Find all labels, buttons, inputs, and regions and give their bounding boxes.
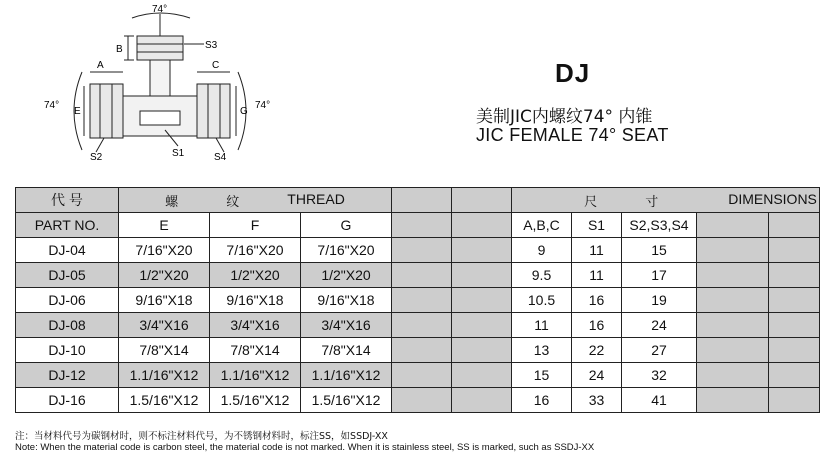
left-angle-label: 74°	[44, 100, 60, 111]
dim-c-label: C	[212, 60, 220, 71]
dim-s234-cell: 32	[622, 363, 697, 388]
top-nut	[137, 36, 183, 60]
thread-g-cell: 1/2"X20	[301, 263, 392, 288]
thread-g-cell: 9/16"X18	[301, 288, 392, 313]
header-dimensions: 尺 寸 DIMENSIONS	[512, 188, 820, 213]
title-english: JIC FEMALE 74° SEAT	[476, 125, 669, 145]
thread-f-cell: 7/16"X20	[210, 238, 301, 263]
dim-s234-cell: 19	[622, 288, 697, 313]
table-row	[16, 338, 820, 363]
part-no-cell: DJ-04	[16, 238, 119, 263]
left-nut	[90, 84, 123, 138]
header-thread: 螺 纹 THREAD	[119, 188, 392, 213]
dim-s234-cell: 17	[622, 263, 697, 288]
table-row	[16, 263, 820, 288]
header-part-cn: 代 号	[16, 188, 119, 213]
dim-b-label: B	[116, 44, 123, 55]
col-s1-header: S1	[572, 213, 622, 238]
table-row	[16, 313, 820, 338]
dim-s1-cell: 24	[572, 363, 622, 388]
thread-e-cell: 1.5/16"X12	[119, 388, 210, 413]
fitting-drawing	[0, 0, 300, 180]
thread-e-cell: 3/4"X16	[119, 313, 210, 338]
thread-e-cell: 7/8"X14	[119, 338, 210, 363]
thread-g-cell: 7/8"X14	[301, 338, 392, 363]
header-part-en: PART NO.	[16, 213, 119, 238]
col-e-header: E	[119, 213, 210, 238]
thread-f-cell: 7/8"X14	[210, 338, 301, 363]
part-no-cell: DJ-06	[16, 288, 119, 313]
table-row	[16, 288, 820, 313]
thread-e-cell: 7/16"X20	[119, 238, 210, 263]
dim-s1-cell: 16	[572, 288, 622, 313]
thread-f-cell: 9/16"X18	[210, 288, 301, 313]
dim-e-label: E	[74, 106, 81, 117]
thread-f-cell: 1.1/16"X12	[210, 363, 301, 388]
thread-e-cell: 1/2"X20	[119, 263, 210, 288]
dim-s1-cell: 33	[572, 388, 622, 413]
table-row	[16, 238, 820, 263]
dim-s2-label: S2	[90, 152, 103, 163]
part-no-cell: DJ-16	[16, 388, 119, 413]
thread-g-cell: 3/4"X16	[301, 313, 392, 338]
part-no-cell: DJ-08	[16, 313, 119, 338]
thread-e-cell: 9/16"X18	[119, 288, 210, 313]
thread-f-cell: 3/4"X16	[210, 313, 301, 338]
top-angle-label: 74°	[152, 4, 168, 15]
table-row	[16, 388, 820, 413]
title-chinese: 美制JIC内螺纹74° 内锥	[476, 107, 653, 127]
dim-s1-cell: 11	[572, 263, 622, 288]
dim-abc-cell: 16	[512, 388, 572, 413]
dim-s4-label: S4	[214, 152, 227, 163]
dim-s234-cell: 27	[622, 338, 697, 363]
part-code: DJ	[555, 58, 591, 88]
thread-f-cell: 1.5/16"X12	[210, 388, 301, 413]
right-nut	[197, 84, 230, 138]
thread-f-cell: 1/2"X20	[210, 263, 301, 288]
dim-a-label: A	[97, 60, 104, 71]
dim-abc-cell: 15	[512, 363, 572, 388]
dim-abc-cell: 9.5	[512, 263, 572, 288]
dim-s1-label: S1	[172, 148, 185, 159]
dim-abc-cell: 10.5	[512, 288, 572, 313]
dim-abc-cell: 11	[512, 313, 572, 338]
thread-g-cell: 1.1/16"X12	[301, 363, 392, 388]
thread-e-cell: 1.1/16"X12	[119, 363, 210, 388]
dim-s234-cell: 24	[622, 313, 697, 338]
dim-s1-cell: 16	[572, 313, 622, 338]
dim-s234-cell: 15	[622, 238, 697, 263]
note-english: Note: When the material code is carbon steel, the material code is not marked. When it is stainless steel, SS is marked, such as SSDJ-XX	[15, 442, 595, 453]
part-no-cell: DJ-05	[16, 263, 119, 288]
dimension-table	[15, 187, 820, 413]
table-row	[16, 363, 820, 388]
col-f-header: F	[210, 213, 301, 238]
part-no-cell: DJ-12	[16, 363, 119, 388]
dim-s3-label: S3	[205, 40, 218, 51]
part-no-cell: DJ-10	[16, 338, 119, 363]
dim-s1-cell: 22	[572, 338, 622, 363]
dim-s234-cell: 41	[622, 388, 697, 413]
right-angle-label: 74°	[255, 100, 271, 111]
dim-s1-cell: 11	[572, 238, 622, 263]
col-s234-header: S2,S3,S4	[622, 213, 697, 238]
col-abc-header: A,B,C	[512, 213, 572, 238]
dim-abc-cell: 9	[512, 238, 572, 263]
dim-abc-cell: 13	[512, 338, 572, 363]
thread-g-cell: 1.5/16"X12	[301, 388, 392, 413]
thread-g-cell: 7/16"X20	[301, 238, 392, 263]
note-chinese: 注：当材料代号为碳钢材时，则不标注材料代号，为不锈钢材料时，标注SS，如SSDJ-XX	[15, 431, 388, 442]
dim-g-label: G	[240, 106, 248, 117]
col-g-header: G	[301, 213, 392, 238]
